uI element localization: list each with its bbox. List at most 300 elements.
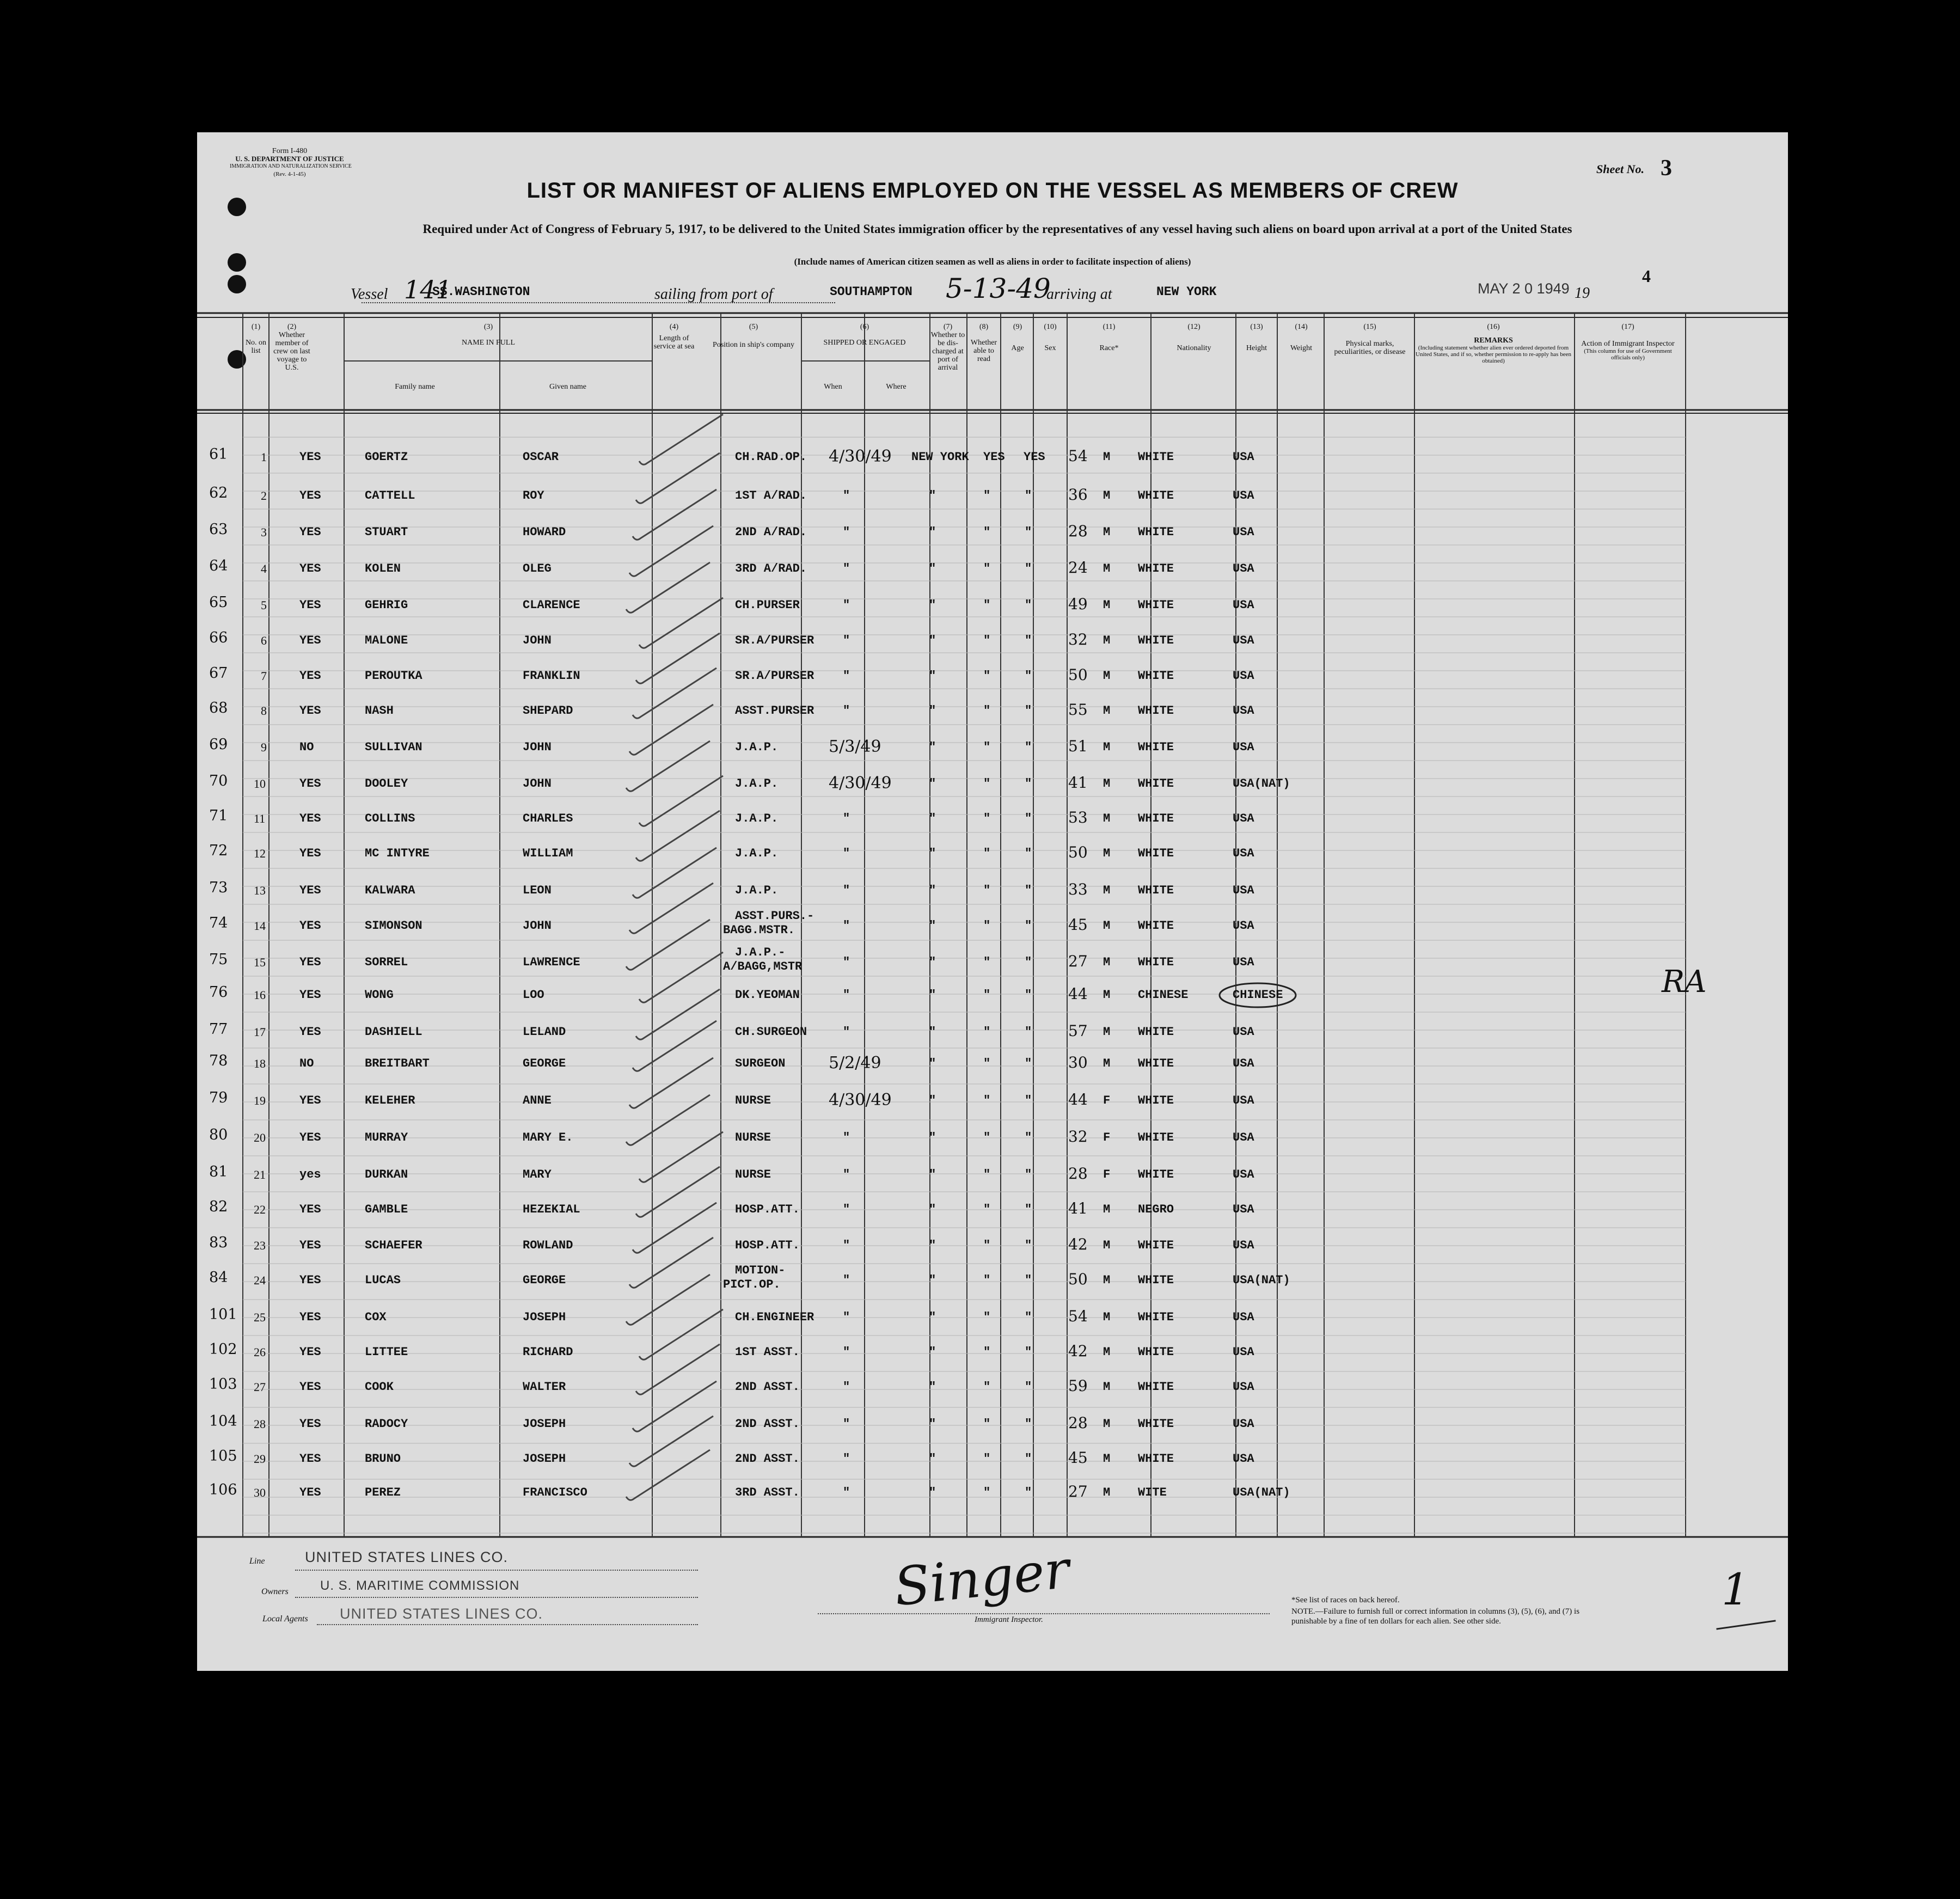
list-number: 30 <box>254 1486 266 1499</box>
able-to-read: " <box>1025 955 1032 969</box>
given-name: ROY <box>523 489 544 503</box>
position: 1ST ASST. <box>735 1345 800 1359</box>
signature-line <box>818 1613 1270 1614</box>
reference-number: 74 <box>209 915 228 932</box>
check-mark <box>639 414 723 464</box>
reference-number: 102 <box>209 1341 237 1358</box>
race: NEGRO <box>1138 1203 1174 1216</box>
discharged: " <box>983 1057 991 1070</box>
age: 33 <box>1068 880 1088 898</box>
age: 55 <box>1068 701 1088 719</box>
sex: M <box>1103 1486 1111 1499</box>
family-name: GOERTZ <box>365 450 408 464</box>
race: WHITE <box>1138 1094 1174 1107</box>
sex: M <box>1103 669 1111 683</box>
shipped-when: " <box>843 525 850 539</box>
sex: M <box>1103 1273 1111 1287</box>
given-name: ANNE <box>523 1094 552 1107</box>
nationality: USA(NAT) <box>1233 777 1290 791</box>
able-to-read: " <box>1025 562 1032 575</box>
shipped-when: 4/30/49 <box>829 774 892 793</box>
given-name: JOSEPH <box>523 1310 566 1324</box>
shipped-where: " <box>929 1417 936 1431</box>
last-voyage: YES <box>299 1380 321 1394</box>
reference-number: 105 <box>209 1448 237 1465</box>
race: WHITE <box>1138 562 1174 575</box>
nationality: USA <box>1233 1452 1254 1466</box>
shipped-when: " <box>843 489 850 503</box>
nationality: USA <box>1233 489 1254 503</box>
position-line-2: A/BAGG,MSTR <box>723 960 803 973</box>
sex: M <box>1103 884 1111 897</box>
given-name: SHEPARD <box>523 704 573 718</box>
agents-label: Local Agents <box>262 1614 308 1624</box>
from-port: SOUTHAMPTON <box>830 285 912 299</box>
col-10-header: (10) Sex <box>1044 323 1057 352</box>
last-voyage: YES <box>299 634 321 647</box>
reference-number: 78 <box>209 1052 228 1069</box>
list-number: 1 <box>261 450 267 464</box>
shipped-when: " <box>843 1452 850 1466</box>
race: WHITE <box>1138 1310 1174 1324</box>
given-name: JOSEPH <box>523 1417 566 1431</box>
sex: M <box>1103 740 1111 754</box>
nationality: USA <box>1233 598 1254 612</box>
position: J.A.P. <box>735 884 779 897</box>
list-number: 9 <box>261 740 267 754</box>
list-number: 23 <box>254 1239 266 1252</box>
discharged: " <box>983 489 991 503</box>
position: 3RD ASST. <box>735 1486 800 1499</box>
list-number: 21 <box>254 1168 266 1181</box>
race: WHITE <box>1138 489 1174 503</box>
check-mark <box>626 1275 710 1325</box>
page-mark: 1 <box>1722 1564 1749 1615</box>
family-name: CATTELL <box>365 489 415 503</box>
sex: F <box>1103 1131 1111 1144</box>
nationality: USA <box>1233 812 1254 825</box>
col-16-header: (16) REMARKS (Including statement whether alien ever ordered deported from United States, and if so, whether permission to re-apply has been obtained) <box>1416 323 1571 364</box>
nationality-circle <box>1220 983 1296 1007</box>
shipped-where: " <box>929 1131 936 1144</box>
include-note: (Include names of American citizen seamen as well as aliens in order to facilitate inspection of aliens) <box>794 256 1191 267</box>
shipped-when: 5/2/49 <box>829 1053 881 1073</box>
col-11-header: (11) Race* <box>1099 323 1119 352</box>
sex: M <box>1103 1057 1111 1070</box>
given-name: CLARENCE <box>523 598 580 612</box>
family-name: NASH <box>365 704 394 718</box>
last-voyage: YES <box>299 1417 321 1431</box>
shipped-where: " <box>929 884 936 897</box>
sex: M <box>1103 525 1111 539</box>
list-number: 27 <box>254 1380 266 1394</box>
shipped-where: " <box>929 1168 936 1181</box>
to-port: NEW YORK <box>1156 285 1217 299</box>
sex: M <box>1103 1380 1111 1394</box>
race: WHITE <box>1138 777 1174 791</box>
age: 54 <box>1068 1307 1088 1325</box>
reference-number: 70 <box>209 773 228 789</box>
family-name: BRUNO <box>365 1452 401 1466</box>
position: 3RD A/RAD. <box>735 562 807 575</box>
sex: M <box>1103 1310 1111 1324</box>
family-name: DURKAN <box>365 1168 408 1181</box>
family-name: PEROUTKA <box>365 669 422 683</box>
family-name: RADOCY <box>365 1417 408 1431</box>
discharged: " <box>983 1094 991 1107</box>
races-note: *See list of races on back hereof. <box>1291 1596 1400 1604</box>
able-to-read: " <box>1025 704 1032 718</box>
reference-number: 61 <box>209 446 228 463</box>
shipped-when: 5/3/49 <box>829 737 881 756</box>
reference-number: 73 <box>209 879 228 896</box>
race: WHITE <box>1138 1273 1174 1287</box>
col-15-header: (15) Physical marks, peculiarities, or disease <box>1334 323 1406 356</box>
shipped-where: " <box>929 1273 936 1287</box>
reference-number: 104 <box>209 1413 237 1430</box>
discharged: " <box>983 1025 991 1039</box>
nationality: USA <box>1233 955 1254 969</box>
nationality: USA <box>1233 1380 1254 1394</box>
able-to-read: " <box>1025 988 1032 1002</box>
race: WHITE <box>1138 1345 1174 1359</box>
last-voyage: YES <box>299 1345 321 1359</box>
age: 28 <box>1068 1165 1088 1183</box>
able-to-read: " <box>1025 1094 1032 1107</box>
nationality: USA(NAT) <box>1233 1273 1290 1287</box>
shipped-when: " <box>843 634 850 647</box>
nationality: USA <box>1233 1345 1254 1359</box>
list-number: 25 <box>254 1310 266 1324</box>
last-voyage: NO <box>299 1057 314 1070</box>
position: CH.RAD.OP. <box>735 450 807 464</box>
shipped-where: " <box>929 1486 936 1499</box>
family-name: SORREL <box>365 955 408 969</box>
list-number: 17 <box>254 1025 266 1039</box>
last-voyage: YES <box>299 704 321 718</box>
nationality: USA <box>1233 1057 1254 1070</box>
owners-value: U. S. MARITIME COMMISSION <box>320 1578 520 1593</box>
given-name: JOHN <box>523 740 552 754</box>
when-header: When <box>824 383 842 391</box>
given-name: LAWRENCE <box>523 955 580 969</box>
shipped-when: " <box>843 812 850 825</box>
given-name: JOSEPH <box>523 1452 566 1466</box>
given-name: OSCAR <box>523 450 559 464</box>
given-name: MARY <box>523 1168 552 1181</box>
age: 27 <box>1068 1483 1088 1500</box>
given-name: FRANCISCO <box>523 1486 587 1499</box>
shipped-when: " <box>843 1025 850 1039</box>
last-voyage: YES <box>299 812 321 825</box>
family-name: KELEHER <box>365 1094 415 1107</box>
family-name: DOOLEY <box>365 777 408 791</box>
able-to-read: " <box>1025 1203 1032 1216</box>
col-14-header: (14) Weight <box>1290 323 1313 352</box>
race: WHITE <box>1138 847 1174 860</box>
shipped-when: " <box>843 1310 850 1324</box>
last-voyage: YES <box>299 1203 321 1216</box>
inspector-signature: Singer <box>891 1539 1073 1618</box>
shipped-where: " <box>929 1239 936 1252</box>
position: 2ND ASST. <box>735 1452 800 1466</box>
reference-number: 79 <box>209 1089 228 1106</box>
position: NURSE <box>735 1094 771 1107</box>
last-voyage: YES <box>299 562 321 575</box>
position: 2ND ASST. <box>735 1380 800 1394</box>
discharged: " <box>983 1131 991 1144</box>
able-to-read: " <box>1025 847 1032 860</box>
family-name-header: Family name <box>395 383 435 391</box>
age: 42 <box>1068 1235 1088 1253</box>
shipped-where: " <box>929 669 936 683</box>
line-underline <box>295 1570 698 1571</box>
shipped-when: " <box>843 1239 850 1252</box>
reference-number: 82 <box>209 1198 228 1215</box>
shipped-when: " <box>843 1417 850 1431</box>
sex: M <box>1103 562 1111 575</box>
shipped-where: " <box>929 525 936 539</box>
race: WITE <box>1138 1486 1167 1499</box>
list-number: 6 <box>261 634 267 647</box>
shipped-when: " <box>843 669 850 683</box>
age: 36 <box>1068 486 1088 504</box>
last-voyage: YES <box>299 450 321 464</box>
shipped-when: " <box>843 1345 850 1359</box>
given-name: JOHN <box>523 919 552 933</box>
race: WHITE <box>1138 450 1174 464</box>
reference-number: 84 <box>209 1269 228 1286</box>
race: CHINESE <box>1138 988 1189 1002</box>
position: J.A.P. <box>735 847 779 860</box>
last-voyage: YES <box>299 1094 321 1107</box>
discharged: " <box>983 634 991 647</box>
given-name-header: Given name <box>549 383 587 391</box>
shipped-where: " <box>929 777 936 791</box>
arriving-label: arriving at <box>1046 286 1112 303</box>
given-name: JOHN <box>523 634 552 647</box>
able-to-read: YES <box>1024 450 1045 464</box>
check-mark <box>636 989 720 1039</box>
last-voyage: YES <box>299 955 321 969</box>
last-voyage: YES <box>299 988 321 1002</box>
able-to-read: " <box>1025 812 1032 825</box>
age: 24 <box>1068 559 1088 577</box>
shipped-when: " <box>843 704 850 718</box>
check-mark <box>633 848 716 898</box>
list-number: 26 <box>254 1345 266 1359</box>
nationality: USA <box>1233 562 1254 575</box>
discharged: " <box>983 1168 991 1181</box>
last-voyage: YES <box>299 1025 321 1039</box>
list-number: 7 <box>261 669 267 683</box>
page-handwritten-no: 4 <box>1642 266 1651 286</box>
given-name: JOHN <box>523 777 552 791</box>
shipped-when: " <box>843 919 850 933</box>
family-name: DASHIELL <box>365 1025 422 1039</box>
date-stamp: MAY 2 0 1949 <box>1478 280 1570 297</box>
age: 51 <box>1068 737 1088 755</box>
last-voyage: yes <box>299 1168 321 1181</box>
shipped-when: " <box>843 1203 850 1216</box>
last-voyage: YES <box>299 525 321 539</box>
shipped-where: " <box>929 598 936 612</box>
shipped-when: " <box>843 955 850 969</box>
reference-number: 69 <box>209 736 228 753</box>
position: DK.YEOMAN <box>735 988 800 1002</box>
discharged: " <box>983 988 991 1002</box>
position: SR.A/PURSER <box>735 669 814 683</box>
nationality: USA <box>1233 1239 1254 1252</box>
given-name: ROWLAND <box>523 1239 573 1252</box>
list-number: 5 <box>261 598 267 612</box>
shipped-where: NEW YORK <box>911 450 969 464</box>
shipped-when: " <box>843 1486 850 1499</box>
position: 2ND ASST. <box>735 1417 800 1431</box>
family-name: SIMONSON <box>365 919 422 933</box>
inspector-label: Immigrant Inspector. <box>975 1615 1043 1624</box>
nationality: USA <box>1233 1094 1254 1107</box>
position: J.A.P. <box>735 740 779 754</box>
where-header: Where <box>886 383 906 391</box>
agents-underline <box>317 1624 698 1625</box>
race: WHITE <box>1138 704 1174 718</box>
nationality: USA <box>1233 450 1254 464</box>
family-name: LITTEE <box>365 1345 408 1359</box>
sheet-label: Sheet No. <box>1596 162 1644 176</box>
nationality: USA <box>1233 1203 1254 1216</box>
list-number: 19 <box>254 1094 266 1107</box>
sheet-number: 3 <box>1661 156 1672 181</box>
last-voyage: YES <box>299 884 321 897</box>
owners-label: Owners <box>261 1587 289 1596</box>
reference-number: 66 <box>209 629 228 646</box>
family-name: BREITBART <box>365 1057 430 1070</box>
shipped-where: " <box>929 634 936 647</box>
position: J.A.P.- <box>735 946 786 959</box>
sex: M <box>1103 1452 1111 1466</box>
family-name: MURRAY <box>365 1131 408 1144</box>
position: HOSP.ATT. <box>735 1203 800 1216</box>
able-to-read: " <box>1025 1486 1032 1499</box>
check-mark <box>633 1203 716 1253</box>
shipped-where: " <box>929 812 936 825</box>
reference-number: 63 <box>209 521 228 538</box>
shipped-where: " <box>929 1452 936 1466</box>
sex: M <box>1103 1417 1111 1431</box>
col-4-header: (4) Length of service at sea <box>653 323 695 351</box>
discharged: " <box>983 812 991 825</box>
reference-number: 64 <box>209 558 228 574</box>
able-to-read: " <box>1025 1273 1032 1287</box>
shipped-when: " <box>843 988 850 1002</box>
race: WHITE <box>1138 1131 1174 1144</box>
sex: M <box>1103 955 1111 969</box>
col-8-header: (8) Whether able to read <box>970 323 997 363</box>
last-voyage: YES <box>299 847 321 860</box>
nationality: USA <box>1233 847 1254 860</box>
age: 27 <box>1068 952 1088 970</box>
list-number: 16 <box>254 988 266 1002</box>
family-name: WONG <box>365 988 394 1002</box>
sex: M <box>1103 847 1111 860</box>
race: WHITE <box>1138 1168 1174 1181</box>
age: 32 <box>1068 1128 1088 1145</box>
check-mark <box>626 562 710 612</box>
nationality: USA <box>1233 1168 1254 1181</box>
given-name: WALTER <box>523 1380 566 1394</box>
discharged: " <box>983 1417 991 1431</box>
race: WHITE <box>1138 919 1174 933</box>
check-mark <box>626 1095 710 1145</box>
age: 45 <box>1068 1449 1088 1467</box>
family-name: PEREZ <box>365 1486 401 1499</box>
discharged: " <box>983 847 991 860</box>
nationality: USA <box>1233 919 1254 933</box>
year-suffix: 19 <box>1575 285 1590 302</box>
family-name: SULLIVAN <box>365 740 422 754</box>
nationality: USA <box>1233 1417 1254 1431</box>
shipped-where: " <box>929 1310 936 1324</box>
sex: M <box>1103 1239 1111 1252</box>
list-number: 24 <box>254 1273 266 1287</box>
age: 44 <box>1068 985 1088 1003</box>
family-name: MC INTYRE <box>365 847 430 860</box>
reference-number: 77 <box>209 1021 228 1038</box>
agents-value: UNITED STATES LINES CO. <box>340 1606 543 1622</box>
vessel-label: Vessel <box>351 286 388 303</box>
list-number: 8 <box>261 704 267 718</box>
sex: M <box>1103 919 1111 933</box>
sex: M <box>1103 1203 1111 1216</box>
age: 49 <box>1068 595 1088 613</box>
shipped-when: " <box>843 1273 850 1287</box>
sex: F <box>1103 1168 1111 1181</box>
shipped-when: " <box>843 884 850 897</box>
discharged: " <box>983 884 991 897</box>
position: CH.SURGEON <box>735 1025 807 1039</box>
sex: M <box>1103 598 1111 612</box>
family-name: COLLINS <box>365 812 415 825</box>
last-voyage: YES <box>299 1239 321 1252</box>
able-to-read: " <box>1025 919 1032 933</box>
col-17-header: (17) Action of Immigrant Inspector (This column for use of Government officials only) <box>1581 323 1675 361</box>
able-to-read: " <box>1025 1417 1032 1431</box>
able-to-read: " <box>1025 740 1032 754</box>
age: 54 <box>1068 447 1088 465</box>
list-number: 12 <box>254 847 266 860</box>
page-title: LIST OR MANIFEST OF ALIENS EMPLOYED ON THE VESSEL AS MEMBERS OF CREW <box>526 179 1459 203</box>
nationality: USA(NAT) <box>1233 1486 1290 1499</box>
able-to-read: " <box>1025 525 1032 539</box>
last-voyage: NO <box>299 740 314 754</box>
nationality: USA <box>1233 1310 1254 1324</box>
shipped-when: " <box>843 1380 850 1394</box>
able-to-read: " <box>1025 1345 1032 1359</box>
list-number: 22 <box>254 1203 266 1216</box>
discharged: " <box>983 740 991 754</box>
reference-number: 83 <box>209 1234 228 1251</box>
sailing-date-handwritten: 5-13-49 <box>946 273 1051 304</box>
department: U. S. DEPARTMENT OF JUSTICE <box>235 155 344 163</box>
position: CH.PURSER <box>735 598 800 612</box>
able-to-read: " <box>1025 1452 1032 1466</box>
list-number: 13 <box>254 884 266 897</box>
given-name: WILLIAM <box>523 847 573 860</box>
shipped-when: " <box>843 847 850 860</box>
shipped-when: 4/30/49 <box>829 1091 892 1110</box>
nationality: CHINESE <box>1233 988 1283 1002</box>
